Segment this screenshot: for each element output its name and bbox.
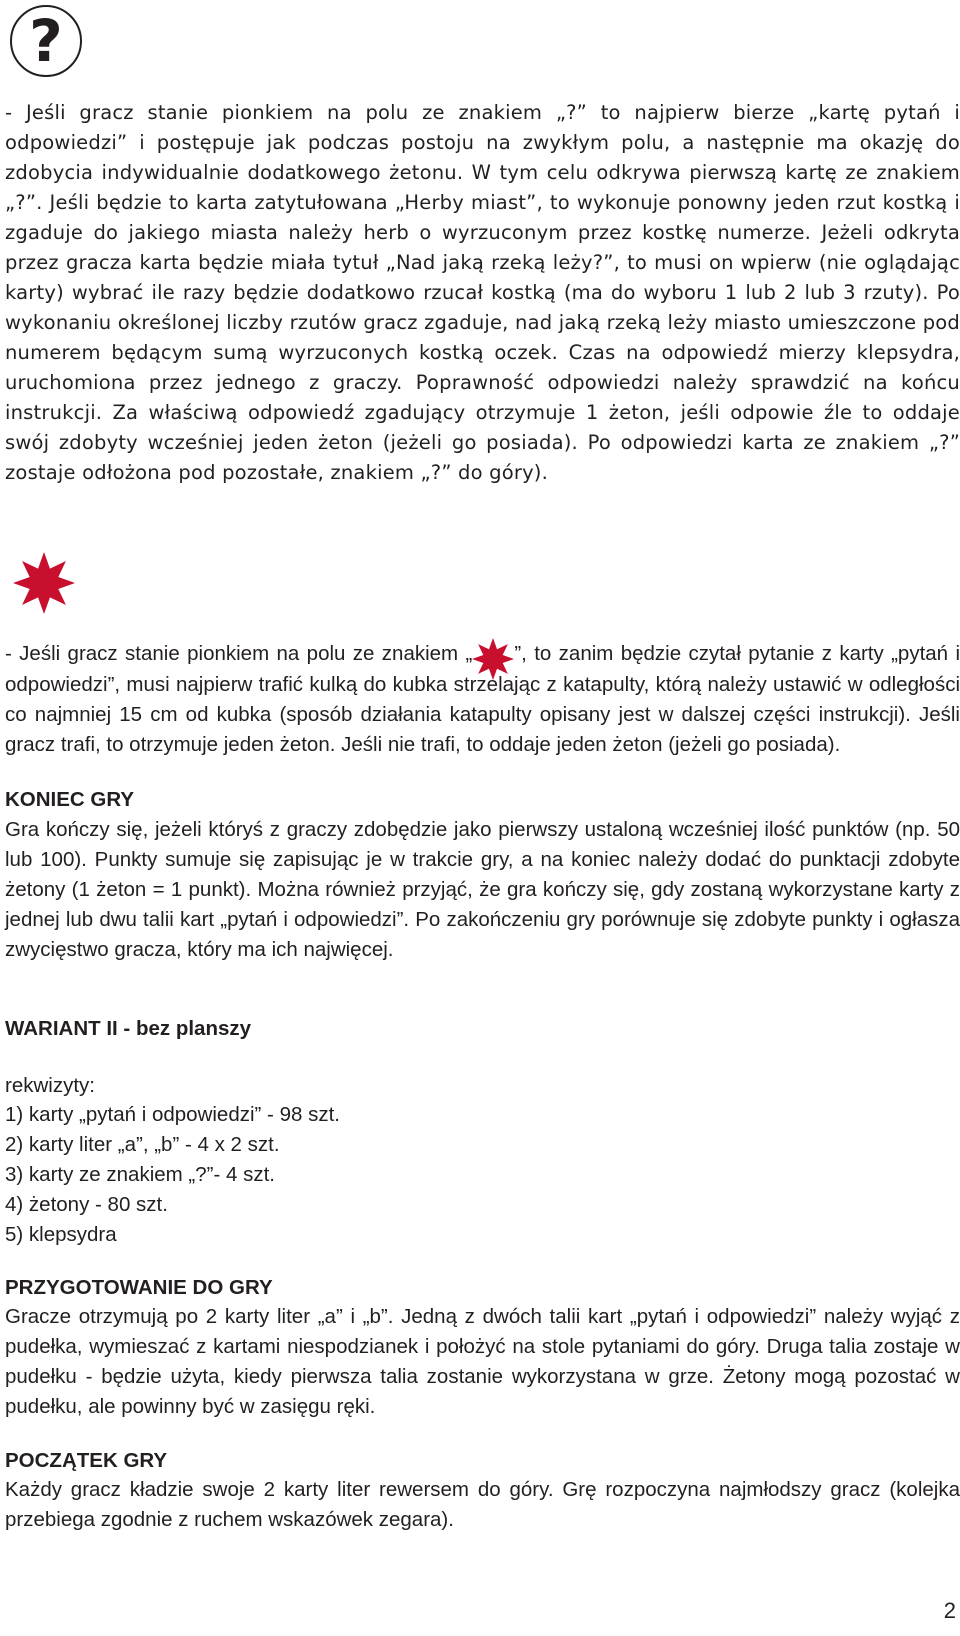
list-item: 5) klepsydra [5, 1223, 117, 1246]
star-burst-icon [13, 552, 75, 614]
section-heading-koniec: KONIEC GRY [5, 788, 135, 811]
section-text-poczatek: Każdy gracz kładzie swoje 2 karty liter rewersem do góry. Grę rozpoczyna najmłodszy gracz (kolejka przebiega zgodnie z ruchem wskazówek zegara). [5, 1478, 960, 1531]
list-item: 2) karty liter „a”, „b” - 4 x 2 szt. [5, 1133, 280, 1156]
question-field-paragraph: - Jeśli gracz stanie pionkiem na polu ze znakiem „?” to najpierw bierze „kartę pytań i odpowiedzi” i postępuje jak podczas postoju na zwykłym polu, a następnie ma okazję do zdobycia indywidualnie dodatkowego żetonu. W tym celu odkrywa pierwszą kartę ze znakiem „?”. Jeśli będzie to karta zatytułowana „Herby miast”, to wykonuje ponowny jeden rzut kostką i zgaduje do jakiego miasta należy herb o wyrzuconym przez kostkę numerze. Jeżeli odkryta przez gracza karta będzie miała tytuł „Nad jaką rzeką leży?”, to musi on wpierw (nie oglądając karty) wybrać ile razy będzie dodatkowo rzucał kostką (ma do wyboru 1 lub 2 lub 3 rzuty). Po wykonaniu określonej liczby rzutów gracz zgaduje, nad jaką rzeką leży miasto umieszczone pod numerem będącym sumą wyrzuconych kostką oczek. Czas na odpowiedź mierzy klepsydra, uruchomiona przez jednego z graczy. Poprawność odpowiedzi należy sprawdzić na końcu instrukcji. Za właściwą odpowiedź zgadujący otrzymuje 1 żeton, jeśli odpowie źle to oddaje swój zdobyty wcześniej jeden żeton (jeżeli go posiada). Po odpowiedzi karta ze znakiem „?” zostaje odłożona pod pozostałe, znakiem „?” do góry). [5, 101, 960, 484]
catapult-paragraph-rest: ”, to zanim będzie czytał pytanie z karty „pytań i odpowiedzi”, musi najpierw trafić kulką do kubka strzelając z katapulty, którą należy ustawić w odległości co najmniej 15 cm od kubka (sposób działania katapulty opisany jest w dalszej części instrukcji). Jeśli gracz trafi, to otrzymuje jeden żeton. Jeśli nie trafi, to oddaje jeden żeton (jeżeli go posiada). [5, 642, 960, 756]
section-heading-wariant: WARIANT II - bez planszy [5, 1017, 252, 1040]
section-text-koniec: Gra kończy się, jeżeli któryś z graczy zdobędzie jako pierwszy ustaloną wcześniej ilość punktów (np. 50 lub 100). Punkty sumuje się zapisując je w trakcie gry, a na koniec należy dodać do punktacji zdobyte żetony (1 żeton = 1 punkt). Można również przyjąć, że gra kończy się, gdy zostaną wykorzystane karty z jednej lub dwu talii kart „pytań i odpowiedzi”. Po zakończeniu gry porównuje się zdobyte punkty i ogłasza zwycięstwo gracza, który ma ich najwięcej. [5, 818, 960, 961]
list-item: 1) karty „pytań i odpowiedzi” - 98 szt. [5, 1103, 340, 1126]
page-number: 2 [943, 1598, 956, 1623]
section-heading-poczatek: POCZĄTEK GRY [5, 1449, 168, 1472]
question-mark-icon: ? [10, 5, 82, 77]
rekwizyty-label: rekwizyty: [5, 1074, 95, 1097]
catapult-paragraph-start: - Jeśli gracz stanie pionkiem na polu ze znakiem „ [5, 642, 473, 665]
section-heading-przygotowanie: PRZYGOTOWANIE DO GRY [5, 1276, 273, 1299]
catapult-field-paragraph [5, 639, 960, 760]
list-item: 4) żetony - 80 szt. [5, 1193, 168, 1216]
list-item: 3) karty ze znakiem „?”- 4 szt. [5, 1163, 275, 1186]
section-text-przygotowanie: Gracze otrzymują po 2 karty liter „a” i „b”. Jedną z dwóch talii kart „pytań i odpowiedzi” należy wyjąć z pudełka, wymieszać z kartami niespodzianek i położyć na stole pytaniami do góry. Druga talia zostaje w pudełku - będzie użyta, kiedy pierwsza talia zostanie wykorzystana w grze. Żetony mogą pozostać w pudełku, ale powinny być w zasięgu ręki. [5, 1305, 960, 1418]
rekwizyty-list [5, 1100, 340, 1250]
